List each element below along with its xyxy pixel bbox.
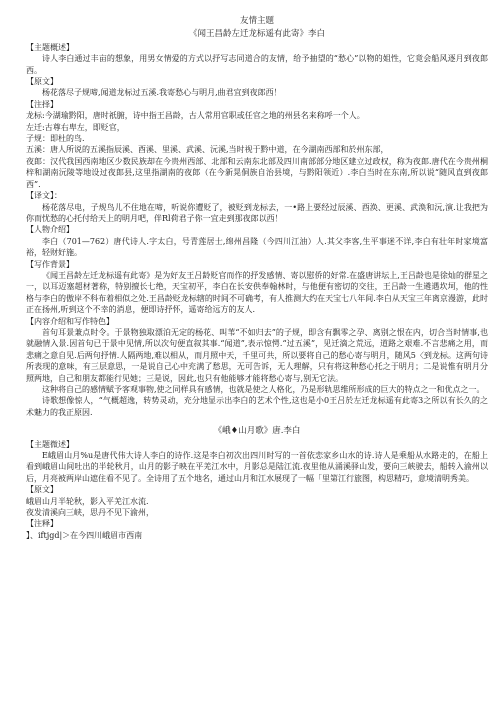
section-person-label: 【人物介绍】 xyxy=(26,225,74,235)
summary-text-1: 这种将自己的感情赋予客观事物,使之同样具有感情，也就是使之人格化，乃是形轨思维所形成的巨大的特点之一和优点之一。 xyxy=(42,385,485,394)
analysis-text: 首句耳景兼点时令。于景物独取漂泊无定的杨花、叫苇“不如归去”的子规，即含有飘零之孕、离别之恨在内，切合当时情事,也就融情入景.因首句已于景中见情,所以次句便直叙其事.“闻道”,表示惊愕.“过五溪”，见迁滴之荒远，道路之艰难.不言悲痛之用，而悲痛之意自见.后两句抒情.人隔两地,难以相从，而月照中天，千里可共，所以要将自己的愁心寄与明月，随风5〈到龙标。这两句诗所表现的意味，有三层意思，一是说自己心中充满了愁思，无可告诉，无人理解，只有将这种愁心托之于明月；二是说惟有明月分照两地，自己和朋友都能行见她；三是说，因此,也只有他能够才能将愁心寄与,别无它法。 xyxy=(26,327,488,383)
section-theme-label: 【主题概述】 xyxy=(26,42,74,52)
poem1-title: 《闻王昌龄左迁龙标遥有此寄》李白 xyxy=(188,29,325,40)
original-text: 杨花落尽子规啼,闻道龙标过五溪.我寄愁心与明月,曲君宜到夜郎西！ xyxy=(42,88,282,98)
note-zigui: 子规：即杜的鸟. xyxy=(26,134,85,144)
translation-text: 杨花落尽电，子规鸟儿不住地在啼，听说你遭贬了，被贬到龙标去，一•路上要经过辰溪、酉涣、更溪、武涣和沅,演.让我把为你而忧愁的心托付给天上的明月吧，伴Rl荷君子你一宜走到那夜郎以西！ xyxy=(26,202,488,223)
section-notes-label: 【注择】 xyxy=(26,99,58,109)
section-notes2-label: 【注释】 xyxy=(26,519,58,529)
original2-line-1: 峨眉山月半轮秋，影入平羌江水流. xyxy=(26,496,149,506)
topic-title: 友情主题 xyxy=(239,16,274,26)
person-text: 李白（701—762）唐代诗人.字太白，号青莲居士,绵州昌隆（今四川江油）人.其父李客,生平事迷不详,李白有壮年时家境富裕，轻财好施。 xyxy=(26,236,488,258)
note-yelang: 夜郎：汉代我国西南地区少数民族却在今贵州西部、北部和云南东北部及四川南部部分地区建立过政权，称为夜郎.唐代在今贵州桐梓和湖南沅陵等地设过夜郎县,这里指湖南的夜郎（在今新晃侗族自治县境，与黔阳领近）.李白当时在东南,所以说“随风直到夜郎西”． xyxy=(26,156,488,189)
section-original-label: 【原文】 xyxy=(26,77,58,87)
theme2-text: E峨眉山月%u是唐代伟大诗人李白的诗作.这是李白初次出四川时写的一首依恋家乡山水的诗.诗人是乘船从水路走的，在船上看到峨眉山间吐出的半轮秋月，山月的影子映在平羌江水中，月影总是陆江流.夜里他从涌溪驿山发，要向三峡驶去，船转入渝州以后，月亮被两岸山遮住看不见了。全诗用了五个地名，通过山月和江水展现了一幅「里第江行旅图，构思精巧，意境清明秀美。 xyxy=(26,451,488,483)
section-theme2-label: 【主题微述】 xyxy=(26,439,74,449)
section-analysis-label: 【内容介绍和写作特色】 xyxy=(26,316,114,326)
section-background-label: 【写作背景】 xyxy=(26,259,74,269)
note2-item-1: 】、iftjgd|＞在今四川峨眉市西南 xyxy=(26,530,143,540)
note-zuoqian: 左迁:古尊右卑左，即贬官， xyxy=(26,122,125,132)
section-original2-label: 【原文】 xyxy=(26,485,58,495)
poem2-title: 《峨♦山月歌》唐.李白 xyxy=(213,426,301,437)
note-wuxi: 五溪：唐人所说的五溪指辰溪、酉溪、里溪、武溪、沅溪,当时视于黔中道，在今湖南西部和於州东部， xyxy=(26,145,389,155)
note-longbiao: 龙标:今湖瑜黔阳，唐时祇腑，诗中指王昌龄，古人常用官职或任官之地的州县名来称呼一个人。 xyxy=(26,111,365,121)
summary-text-2: 诗歌想像惊人，“气概超逸，转势灵动，充分地显示出李白的艺术个性,这也是小0王吕於左迁龙标遥有此寄3之所以有长久的之术魅力的我正原因. xyxy=(26,396,488,417)
background-text: 《闻王昌龄左迁龙标遥有此寄》是为好友王吕龄贬官而作的抒发感情、寄以慰侨的好常.在盛唐讲坛上,王吕龄也是徐灿的群星之一，以耳迈塞超材著称，特别擅长七绝，天宝初平，李白在长安供奉翰林时，与他便有密切的交往，王吕龄一生遴遇坎坷，他的性格与李白的傲岸不科布着相似之处.王昌龄贬龙标辖的时间不可确考，有人推测大约在天宝七八年间.李白从天宝三年离京漫游，此时正在扬州,听到这个不幸的消息，便即诗抒怀，遥寄给远方的友人. xyxy=(26,270,488,315)
section-translation-label: 【译文】： xyxy=(26,191,62,201)
theme-text: 诗人李白通过丰亩的想象，用男女情爱的方式以抒写志同道合的友情，给予抽望的“愁心”以物的姐性，它竟会船风逐月到夜郎西。 xyxy=(26,54,488,75)
original2-line-2: 夜发清溪向三峡，思丹不见下渝州， xyxy=(26,508,154,518)
